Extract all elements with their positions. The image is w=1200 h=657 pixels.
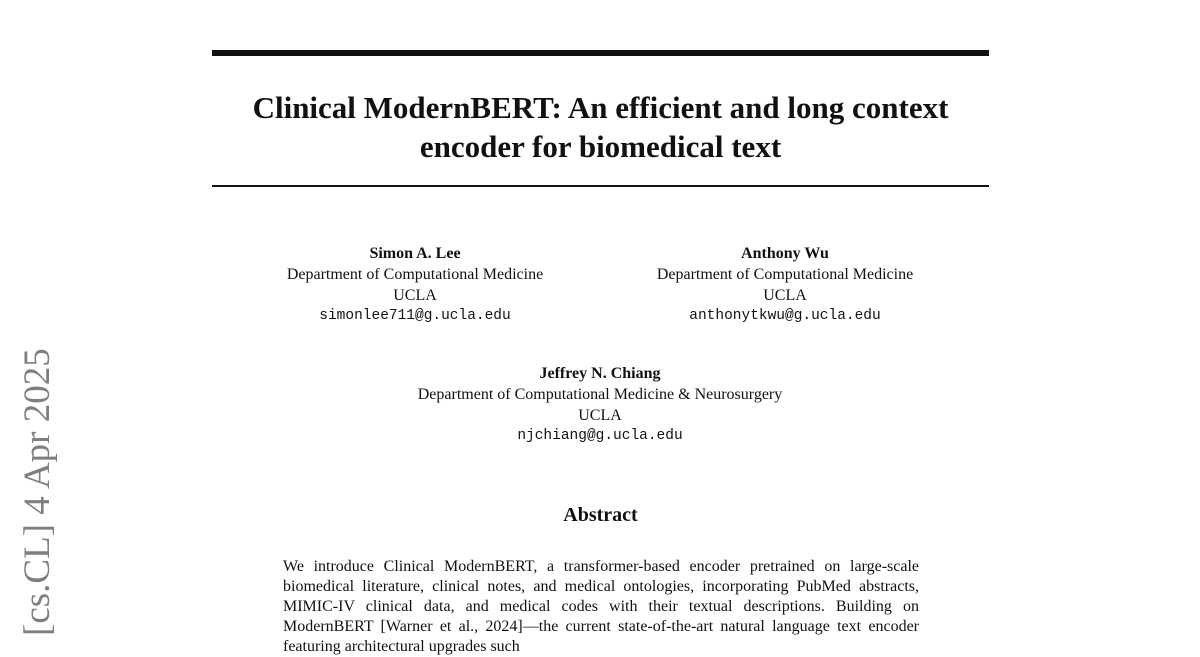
author-affiliation: Department of Computational Medicine <box>286 266 544 283</box>
author-email: simonlee711@g.ucla.edu <box>319 308 511 324</box>
arxiv-stamp: [cs.CL] 4 Apr 2025 <box>17 348 58 636</box>
title-bottom-rule <box>212 185 989 187</box>
author-email: anthonytkwu@g.ucla.edu <box>689 308 881 324</box>
author-block <box>595 243 975 327</box>
author-institution: UCLA <box>578 407 622 424</box>
author-institution: UCLA <box>763 287 807 304</box>
abstract-text: We introduce Clinical ModernBERT, a transformer-based encoder pretrained on large-scale biomedical literature, clinical notes, and medical ontologies, incorporating PubMed abstracts, MIMIC-IV clinical data, and medical codes with their textual descriptions. Building on ModernBERT [Warner et al., 2024]—the current state-of-the-art natural language text encoder featuring architectural upgrades such <box>283 558 919 655</box>
author-institution: UCLA <box>393 287 437 304</box>
author-affiliation: Department of Computational Medicine & Neurosurgery <box>417 386 783 403</box>
author-affiliation: Department of Computational Medicine <box>656 266 914 283</box>
author-name: Anthony Wu <box>741 245 829 262</box>
author-email: njchiang@g.ucla.edu <box>517 428 683 444</box>
author-block <box>225 243 605 327</box>
author-block <box>300 363 900 447</box>
abstract-heading: Abstract <box>563 504 638 526</box>
paper-title: Clinical ModernBERT: An efficient and long context encoder for biomedical text <box>252 90 949 164</box>
title-top-rule <box>212 50 989 56</box>
author-name: Jeffrey N. Chiang <box>539 365 661 382</box>
author-name: Simon A. Lee <box>369 245 461 262</box>
